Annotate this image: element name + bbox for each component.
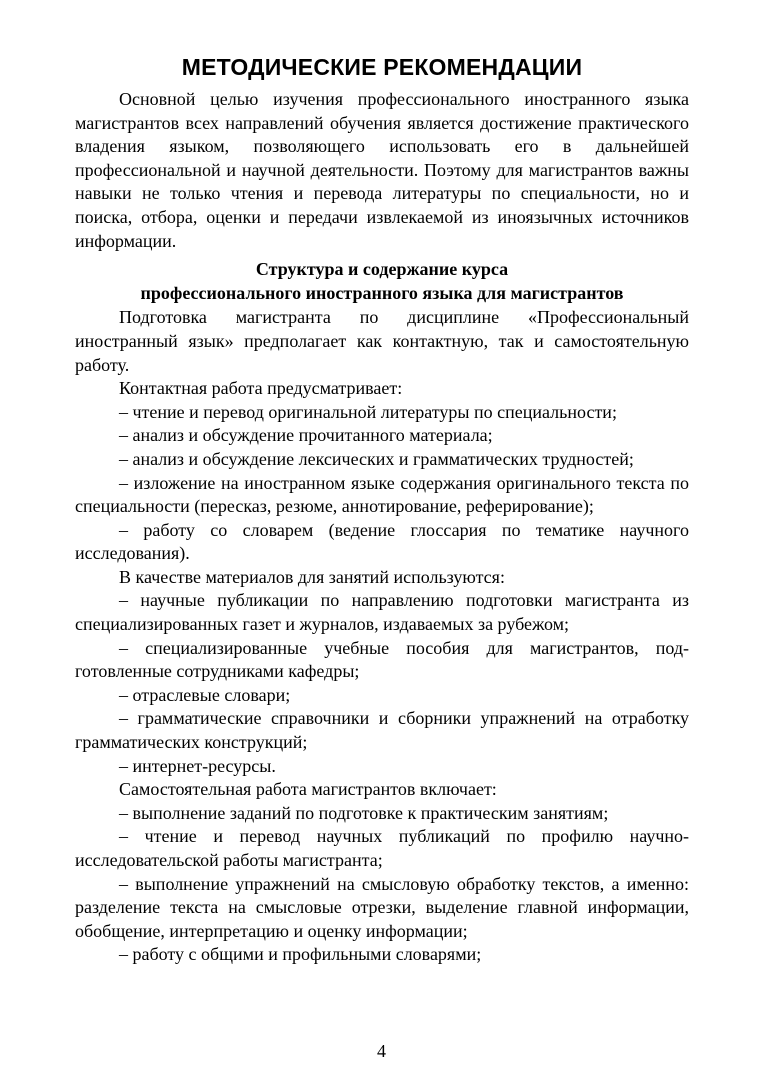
- section-heading-line-1: Структура и содержание курса: [255, 259, 509, 280]
- list-item: – научные публикации по направлению подготовки магистранта из специализированных газет и журналов, издаваемых за рубежом;: [75, 590, 689, 635]
- list-item: – чтение и перевод научных публикаций по профилю научно-исследовательской работы магистранта;: [75, 826, 689, 870]
- paragraph: В качестве материалов для занятий используются:: [119, 566, 505, 587]
- paragraph: Контактная работа предусматривает:: [119, 378, 403, 399]
- list-item: – интернет-ресурсы.: [119, 755, 276, 776]
- paragraph: Самостоятельная работа магистрантов включает:: [119, 779, 497, 800]
- list-item: – чтение и перевод оригинальной литературы по специальности;: [119, 401, 617, 422]
- page-number: 4: [377, 1041, 386, 1061]
- list-item: – работу с общими и профильными словарями;: [119, 944, 482, 965]
- list-item: – изложение на иностранном языке содержания оригинального текста по специальности (пересказ, резюме, аннотирование, реферирование);: [75, 472, 689, 517]
- list-item: – анализ и обсуждение лексических и грамматических трудностей;: [119, 448, 634, 469]
- intro-paragraph: Основной целью изучения профессионального иностранного языка магистрантов всех направлений обучения является достижение практического владения языком, позволяющего использовать его в дальнейшей профессиональной и научной деятельности. Поэтому для магистрантов важны навыки не только чтения и перевода литературы по специальности, но и поиска, отбора, оценки и передачи извлекаемой из иноязычных источников информации.: [75, 89, 689, 251]
- list-item: – грамматические справочники и сборники упражнений на отработку грамматических конструкций;: [75, 708, 689, 753]
- page-title: МЕТОДИЧЕСКИЕ РЕКОМЕНДАЦИИ: [181, 54, 583, 80]
- list-item: – отраслевые словари;: [119, 684, 291, 705]
- section-heading-line-2: профессионального иностранного языка для магистрантов: [140, 282, 624, 303]
- list-item: – выполнение упражнений на смысловую обработку текстов, а именно: разделение текста на смысловые отрезки, выделение главной информации, обобщение, интерпретацию и оценку информации;: [75, 873, 689, 941]
- document-page: [75, 52, 689, 967]
- list-item: – анализ и обсуждение прочитанного материала;: [119, 425, 493, 446]
- list-item: – работу со словарем (ведение глоссария по тематике научного исследования).: [75, 519, 689, 564]
- list-item: – специализированные учебные пособия для магистрантов, подготовленные сотрудниками кафедры;: [75, 637, 689, 682]
- list-item: – выполнение заданий по подготовке к практическим занятиям;: [119, 802, 609, 823]
- section-heading: [75, 258, 689, 305]
- paragraph: Подготовка магистранта по дисциплине «Профессиональный иностранный язык» предполагает как контактную, так и самостоятельную работу.: [75, 307, 689, 375]
